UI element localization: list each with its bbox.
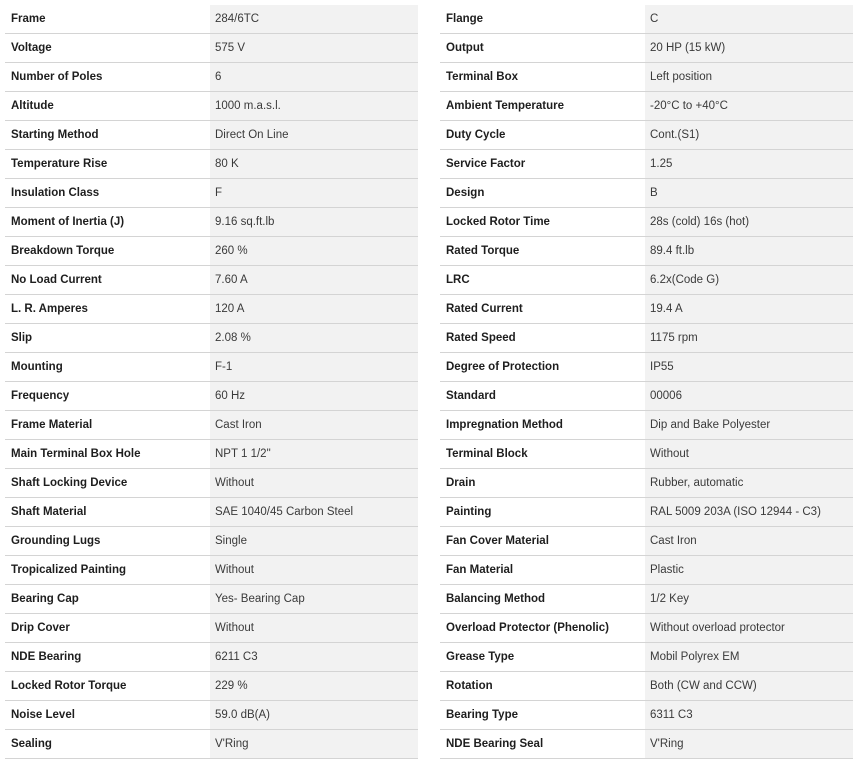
spec-row [440,701,853,730]
spec-label: Mounting [5,353,210,382]
spec-label: Locked Rotor Torque [5,672,210,701]
spec-value: 120 A [210,295,418,324]
spec-label: Voltage [5,34,210,63]
spec-label: Fan Cover Material [440,527,645,556]
spec-row [5,498,418,527]
spec-row [5,92,418,121]
spec-value: F [210,179,418,208]
spec-value: 19.4 A [645,295,853,324]
spec-label: Temperature Rise [5,150,210,179]
spec-row [440,121,853,150]
spec-label: Rated Current [440,295,645,324]
spec-label: Grease Type [440,643,645,672]
spec-row [5,121,418,150]
spec-row [5,237,418,266]
spec-label: Balancing Method [440,585,645,614]
spec-value: 2.08 % [210,324,418,353]
spec-row [440,527,853,556]
spec-label: Rated Torque [440,237,645,266]
spec-label: Fan Material [440,556,645,585]
spec-label: Breakdown Torque [5,237,210,266]
spec-row [5,556,418,585]
spec-label: Standard [440,382,645,411]
spec-row [440,469,853,498]
spec-row [5,730,418,759]
spec-row [5,643,418,672]
spec-row [440,498,853,527]
spec-row [440,92,853,121]
spec-row [440,382,853,411]
spec-value: IP55 [645,353,853,382]
spec-value: Yes- Bearing Cap [210,585,418,614]
spec-value: 6211 C3 [210,643,418,672]
spec-label: Drip Cover [5,614,210,643]
spec-row [440,643,853,672]
spec-label: NDE Bearing [5,643,210,672]
spec-row [440,237,853,266]
spec-label: Starting Method [5,121,210,150]
spec-row [5,614,418,643]
spec-label: Noise Level [5,701,210,730]
spec-row [5,208,418,237]
spec-value: Rubber, automatic [645,469,853,498]
spec-value: RAL 5009 203A (ISO 12944 - C3) [645,498,853,527]
spec-value: 00006 [645,382,853,411]
spec-label: No Load Current [5,266,210,295]
spec-row [5,469,418,498]
spec-value: Single [210,527,418,556]
spec-row [5,411,418,440]
spec-value: Direct On Line [210,121,418,150]
spec-label: Painting [440,498,645,527]
spec-label: Frequency [5,382,210,411]
spec-label: Shaft Locking Device [5,469,210,498]
spec-value: 1175 rpm [645,324,853,353]
spec-label: Shaft Material [5,498,210,527]
spec-label: Rotation [440,672,645,701]
spec-label: Main Terminal Box Hole [5,440,210,469]
spec-label: Impregnation Method [440,411,645,440]
spec-row [5,353,418,382]
spec-row [5,382,418,411]
spec-label: Ambient Temperature [440,92,645,121]
spec-value: F-1 [210,353,418,382]
spec-label: Overload Protector (Phenolic) [440,614,645,643]
spec-row [440,324,853,353]
spec-row [440,266,853,295]
spec-value: 575 V [210,34,418,63]
spec-value: Without [210,469,418,498]
spec-row [440,411,853,440]
spec-row [5,295,418,324]
spec-label: Degree of Protection [440,353,645,382]
spec-row [5,34,418,63]
spec-value: 28s (cold) 16s (hot) [645,208,853,237]
spec-value: Both (CW and CCW) [645,672,853,701]
spec-value: Without [645,440,853,469]
spec-value: 284/6TC [210,5,418,34]
spec-row [440,295,853,324]
spec-label: Number of Poles [5,63,210,92]
spec-value: SAE 1040/45 Carbon Steel [210,498,418,527]
spec-value: 1/2 Key [645,585,853,614]
spec-row [5,324,418,353]
spec-row [5,5,418,34]
spec-value: Mobil Polyrex EM [645,643,853,672]
spec-label: Frame [5,5,210,34]
spec-row [5,527,418,556]
spec-value: 59.0 dB(A) [210,701,418,730]
spec-row [440,63,853,92]
spec-label: Frame Material [5,411,210,440]
spec-value: 6.2x(Code G) [645,266,853,295]
spec-label: Sealing [5,730,210,759]
spec-row [440,440,853,469]
spec-label: Grounding Lugs [5,527,210,556]
spec-value: 260 % [210,237,418,266]
spec-value: Plastic [645,556,853,585]
spec-row [5,63,418,92]
spec-value: NPT 1 1/2" [210,440,418,469]
spec-row [5,179,418,208]
spec-row [440,353,853,382]
spec-value: B [645,179,853,208]
spec-value: C [645,5,853,34]
spec-value: 20 HP (15 kW) [645,34,853,63]
spec-value: -20°C to +40°C [645,92,853,121]
spec-label: NDE Bearing Seal [440,730,645,759]
spec-label: Terminal Box [440,63,645,92]
spec-value: 1000 m.a.s.l. [210,92,418,121]
spec-row [440,34,853,63]
spec-row [5,150,418,179]
spec-value: 9.16 sq.ft.lb [210,208,418,237]
spec-row [5,701,418,730]
spec-label: Bearing Cap [5,585,210,614]
spec-row [440,672,853,701]
spec-value: Cast Iron [645,527,853,556]
spec-row [440,5,853,34]
spec-value: Without [210,556,418,585]
spec-label: Duty Cycle [440,121,645,150]
spec-row [440,585,853,614]
spec-row [5,585,418,614]
spec-label: Slip [5,324,210,353]
spec-label: Terminal Block [440,440,645,469]
spec-value: 60 Hz [210,382,418,411]
spec-row [5,266,418,295]
spec-label: Tropicalized Painting [5,556,210,585]
spec-row [440,730,853,759]
spec-table-left [5,5,418,759]
spec-value: Left position [645,63,853,92]
spec-label: Altitude [5,92,210,121]
spec-label: Flange [440,5,645,34]
spec-value: 6 [210,63,418,92]
spec-value: Dip and Bake Polyester [645,411,853,440]
spec-label: Service Factor [440,150,645,179]
spec-label: L. R. Amperes [5,295,210,324]
spec-label: Design [440,179,645,208]
spec-row [440,150,853,179]
spec-label: Rated Speed [440,324,645,353]
spec-value: 1.25 [645,150,853,179]
spec-value: Cast Iron [210,411,418,440]
spec-row [440,614,853,643]
spec-label: Moment of Inertia (J) [5,208,210,237]
spec-row [440,556,853,585]
spec-row [5,672,418,701]
spec-value: Without [210,614,418,643]
spec-row [440,179,853,208]
spec-value: 7.60 A [210,266,418,295]
spec-label: Insulation Class [5,179,210,208]
spec-label: Output [440,34,645,63]
spec-value: V'Ring [210,730,418,759]
spec-row [440,208,853,237]
spec-value: 80 K [210,150,418,179]
spec-value: 229 % [210,672,418,701]
spec-label: Locked Rotor Time [440,208,645,237]
spec-value: V'Ring [645,730,853,759]
spec-table-right [440,5,853,759]
spec-row [5,440,418,469]
spec-label: LRC [440,266,645,295]
spec-label: Drain [440,469,645,498]
spec-value: Cont.(S1) [645,121,853,150]
spec-value: Without overload protector [645,614,853,643]
spec-value: 6311 C3 [645,701,853,730]
spec-value: 89.4 ft.lb [645,237,853,266]
spec-label: Bearing Type [440,701,645,730]
